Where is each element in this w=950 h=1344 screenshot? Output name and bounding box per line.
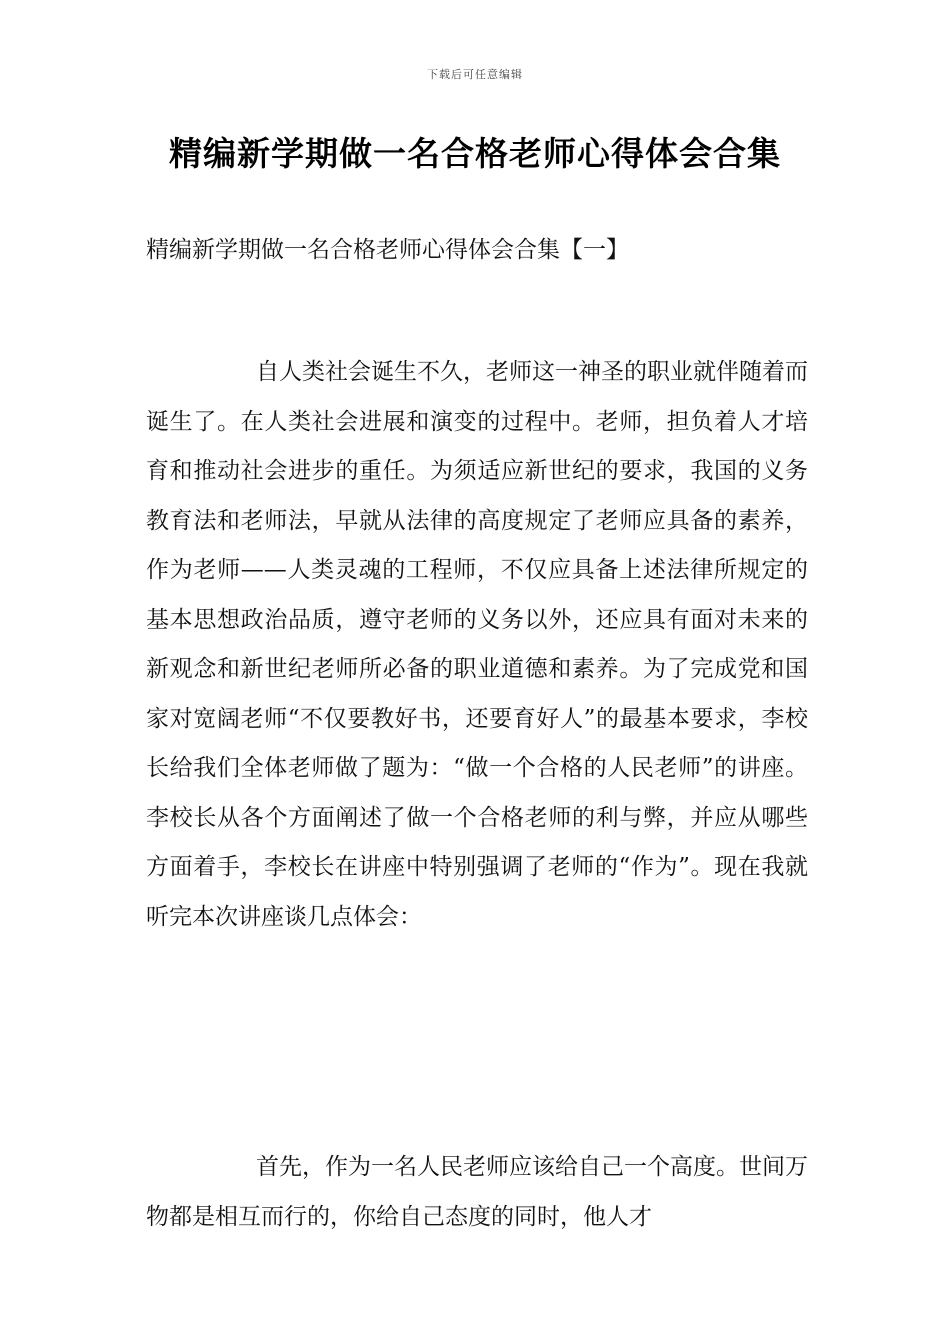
document-title: 精编新学期做一名合格老师心得体会合集 <box>169 134 781 173</box>
header-note: 下载后可任意编辑 <box>427 68 523 81</box>
section-heading: 精编新学期做一名合格老师心得体会合集【一】 <box>146 237 629 263</box>
body-paragraph-1: 自人类社会诞生不久，老师这一神圣的职业就伴随着而诞生了。在人类社会进展和演变的过程中。老师，担负着人才培育和推动社会进步的重任。为须适应新世纪的要求，我国的义务教育法和老师法，早就从法律的高度规定了老师应具备的素养，作为老师——人类灵魂的工程师，不仅应具备上述法律所规定的基本思想政治品质，遵守老师的义务以外，还应具有面对未来的新观念和新世纪老师所必备的职业道德和素养。为了完成党和国家对宽阔老师“不仅要教好书，还要育好人”的最基本要求，李校长给我们全体老师做了题为：“做一个合格的人民老师”的讲座。李校长从各个方面阐述了做一个合格老师的利与弊，并应从哪些方面着手，李校长在讲座中特别强调了老师的“作为”。现在我就听完本次讲座谈几点体会： <box>146 359 808 930</box>
body-paragraph-2: 首先，作为一名人民老师应该给自己一个高度。世间万物都是相互而行的，你给自己态度的同时，他人才 <box>146 1154 808 1230</box>
